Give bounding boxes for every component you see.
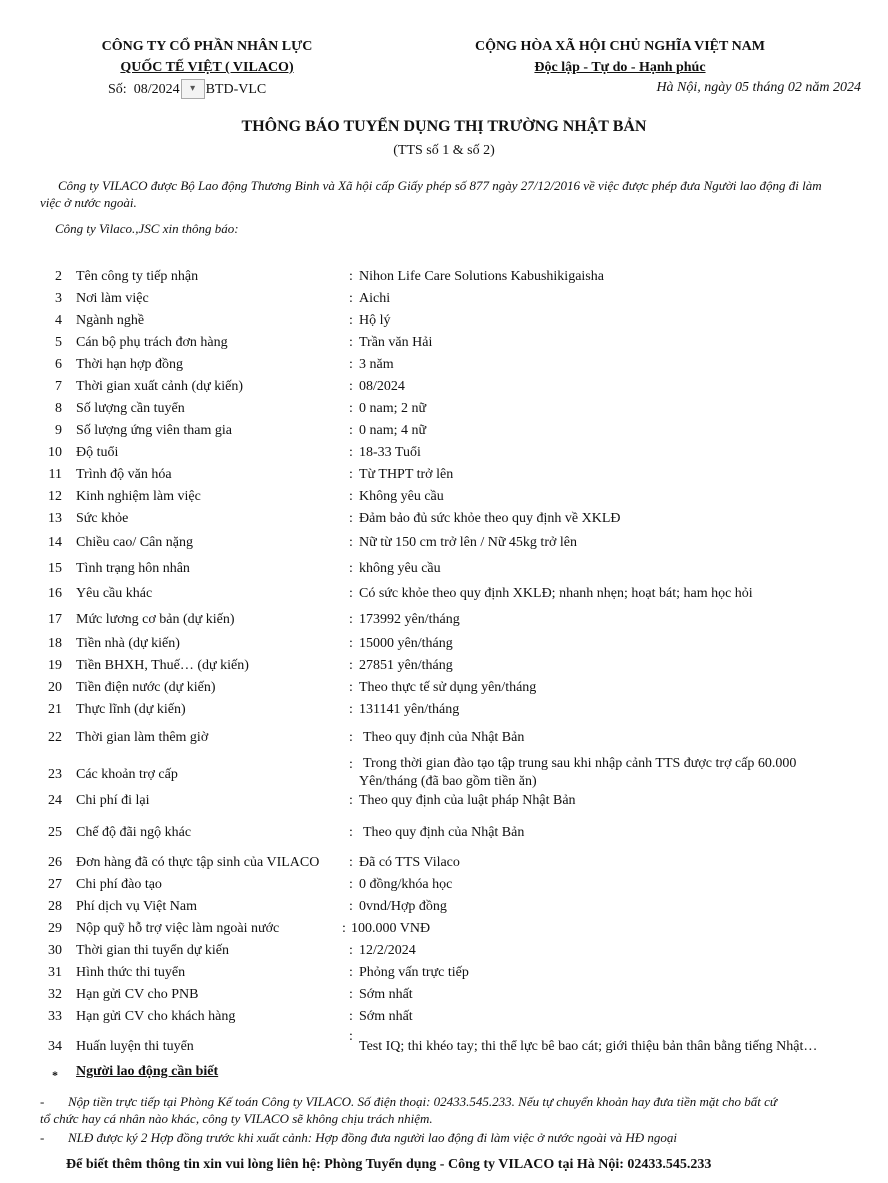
row-colon: : bbox=[349, 489, 353, 504]
row-number: 8 bbox=[55, 401, 62, 416]
table-row bbox=[0, 289, 888, 309]
intro-announce: Công ty Vilaco.,JSC xin thông báo: bbox=[55, 221, 239, 236]
table-row bbox=[0, 853, 888, 873]
row-number: 32 bbox=[48, 987, 62, 1002]
row-label: Chế độ đãi ngộ khác bbox=[76, 825, 192, 840]
note1-line1: Nộp tiền trực tiếp tại Phòng Kế toán Công ty VILACO. Số điện thoại: 02433.545.233. Nếu tự chuyển khoản hay đưa tiền mặt cho bất cứ bbox=[68, 1094, 777, 1109]
table-row bbox=[0, 487, 888, 507]
row-number: 17 bbox=[48, 612, 62, 627]
row-colon: : bbox=[349, 757, 353, 772]
note2-dash: - bbox=[40, 1130, 45, 1145]
row-number: 9 bbox=[55, 423, 62, 438]
table-row bbox=[0, 756, 888, 789]
row-value: 3 năm bbox=[359, 357, 394, 372]
row-colon: : bbox=[342, 921, 346, 936]
table-row bbox=[0, 311, 888, 331]
row-value: 100.000 VNĐ bbox=[351, 921, 431, 936]
row-value: Theo quy định của Nhật Bản bbox=[363, 825, 525, 840]
table-row bbox=[0, 533, 888, 553]
row-colon: : bbox=[349, 987, 353, 1002]
row-value: Theo quy định của luật pháp Nhật Bản bbox=[359, 793, 576, 808]
row-value: Phỏng vấn trực tiếp bbox=[359, 965, 469, 980]
row-number: 18 bbox=[48, 636, 62, 651]
row-label: Phí dịch vụ Việt Nam bbox=[76, 899, 198, 914]
row-label: Đơn hàng đã có thực tập sinh của VILACO bbox=[76, 855, 320, 870]
row-colon: : bbox=[349, 612, 353, 627]
row-value: Đảm bảo đủ sức khỏe theo quy định về XKLĐ bbox=[359, 511, 621, 526]
row-value: 0 nam; 2 nữ bbox=[359, 401, 427, 416]
row-colon: : bbox=[349, 269, 353, 284]
row-value: Theo quy định của Nhật Bản bbox=[363, 730, 525, 745]
row-value: 173992 yên/tháng bbox=[359, 612, 460, 627]
row-number: 27 bbox=[48, 877, 62, 892]
row-value: Trong thời gian đào tạo tập trung sau khi nhập cảnh TTS được trợ cấp 60.000 bbox=[363, 756, 797, 771]
row-label: Thực lĩnh (dự kiến) bbox=[76, 702, 186, 717]
row-label: Tiền điện nước (dự kiến) bbox=[76, 680, 216, 695]
table-row bbox=[0, 634, 888, 654]
row-value: Theo thực tế sử dụng yên/tháng bbox=[359, 680, 537, 695]
row-number: 15 bbox=[48, 561, 62, 576]
table-row bbox=[0, 875, 888, 895]
table-row bbox=[0, 1029, 888, 1055]
row-number: 5 bbox=[55, 335, 62, 350]
document-number-value: 08/2024 bbox=[133, 82, 180, 98]
note1-dash: - bbox=[40, 1094, 45, 1109]
row-label: Các khoản trợ cấp bbox=[76, 767, 178, 782]
row-number: 11 bbox=[48, 467, 62, 482]
row-value: Không yêu cầu bbox=[359, 489, 444, 504]
row-colon: : bbox=[349, 535, 353, 550]
row-value: Sớm nhất bbox=[359, 987, 413, 1002]
footer-contact: Để biết thêm thông tin xin vui lòng liên hệ: Phòng Tuyển dụng - Công ty VILACO tại Hà Nội: 02433.545.233 bbox=[66, 1157, 712, 1172]
row-colon: : bbox=[349, 702, 353, 717]
note1-line2: tổ chức hay cá nhân nào khác, công ty VILACO sẽ không chịu trách nhiệm. bbox=[40, 1111, 433, 1126]
row-colon: : bbox=[349, 855, 353, 870]
row-label: Số lượng cần tuyển bbox=[76, 401, 185, 416]
row-label: Thời hạn hợp đồng bbox=[76, 357, 183, 372]
table-row bbox=[0, 443, 888, 463]
row-number: 12 bbox=[48, 489, 62, 504]
row-number: 13 bbox=[48, 511, 62, 526]
row-value: 15000 yên/tháng bbox=[359, 636, 453, 651]
row-label: Nơi làm việc bbox=[76, 291, 149, 306]
row-number: 14 bbox=[48, 535, 62, 550]
table-row bbox=[0, 267, 888, 287]
page-title: THÔNG BÁO TUYỂN DỤNG THỊ TRƯỜNG NHẬT BẢN bbox=[241, 118, 647, 135]
row-number: 19 bbox=[48, 658, 62, 673]
row-colon: : bbox=[349, 730, 353, 745]
table-row bbox=[0, 421, 888, 441]
row-value-line2: Yên/tháng (đã bao gồm tiền ăn) bbox=[359, 774, 537, 789]
bullet-icon: * bbox=[52, 1068, 58, 1082]
row-colon: : bbox=[349, 877, 353, 892]
row-colon: : bbox=[349, 423, 353, 438]
row-value: Từ THPT trở lên bbox=[359, 467, 454, 482]
row-colon: : bbox=[349, 561, 353, 576]
table-row bbox=[0, 509, 888, 529]
row-colon: : bbox=[349, 357, 353, 372]
row-value: Aichi bbox=[359, 291, 391, 306]
row-label: Chi phí đi lại bbox=[76, 793, 150, 808]
row-colon: : bbox=[349, 313, 353, 328]
row-number: 16 bbox=[48, 586, 62, 601]
row-colon: : bbox=[349, 1029, 353, 1044]
page-subtitle: (TTS số 1 & số 2) bbox=[393, 143, 495, 158]
row-colon: : bbox=[349, 965, 353, 980]
row-label: Tiền nhà (dự kiến) bbox=[76, 636, 180, 651]
row-number: 25 bbox=[48, 825, 62, 840]
row-colon: : bbox=[349, 335, 353, 350]
document-number-label: Số: bbox=[108, 82, 127, 98]
row-value: 0vnd/Hợp đồng bbox=[359, 899, 447, 914]
row-colon: : bbox=[349, 379, 353, 394]
row-value: Hộ lý bbox=[359, 313, 391, 328]
row-number: 34 bbox=[48, 1039, 62, 1054]
row-value: Nihon Life Care Solutions Kabushikigaisha bbox=[359, 269, 604, 284]
table-row bbox=[0, 791, 888, 811]
row-colon: : bbox=[349, 291, 353, 306]
motto: Độc lập - Tự do - Hạnh phúc bbox=[534, 60, 706, 75]
row-value: Test IQ; thi khéo tay; thi thể lực bê bao cát; giới thiệu bản thân bằng tiếng Nhật… bbox=[359, 1039, 818, 1054]
row-colon: : bbox=[349, 899, 353, 914]
row-label: Chi phí đào tạo bbox=[76, 877, 162, 892]
row-label: Tiền BHXH, Thuế… (dự kiến) bbox=[76, 658, 249, 673]
row-label: Sức khỏe bbox=[76, 511, 129, 526]
row-number: 20 bbox=[48, 680, 62, 695]
row-number: 29 bbox=[48, 921, 62, 936]
row-number: 2 bbox=[55, 269, 62, 284]
table-row bbox=[0, 333, 888, 353]
row-number: 10 bbox=[48, 445, 62, 460]
intro-line-1: Công ty VILACO được Bộ Lao động Thương Binh và Xã hội cấp Giấy phép số 877 ngày 27/12/2016 về việc được phép đưa Người lao động đi làm bbox=[58, 178, 822, 193]
row-label: Chiều cao/ Cân nặng bbox=[76, 535, 194, 550]
table-row bbox=[0, 823, 888, 843]
row-colon: : bbox=[349, 445, 353, 460]
row-label: Nộp quỹ hỗ trợ việc làm ngoài nước bbox=[76, 921, 280, 936]
row-colon: : bbox=[349, 467, 353, 482]
row-colon: : bbox=[349, 511, 353, 526]
row-label: Cán bộ phụ trách đơn hàng bbox=[76, 335, 228, 350]
row-label: Huấn luyện thi tuyển bbox=[76, 1039, 194, 1054]
row-number: 28 bbox=[48, 899, 62, 914]
row-value: 18-33 Tuổi bbox=[359, 445, 421, 460]
row-colon: : bbox=[349, 658, 353, 673]
table-row bbox=[0, 465, 888, 485]
table-row bbox=[0, 728, 888, 748]
row-number: 22 bbox=[48, 730, 62, 745]
row-label: Ngành nghề bbox=[76, 313, 145, 328]
document-number bbox=[108, 80, 266, 100]
table-row bbox=[0, 559, 888, 579]
row-number: 3 bbox=[55, 291, 62, 306]
row-colon: : bbox=[349, 636, 353, 651]
row-value: 27851 yên/tháng bbox=[359, 658, 453, 673]
row-value: không yêu cầu bbox=[359, 561, 441, 576]
row-label: Yêu cầu khác bbox=[76, 586, 153, 601]
row-label: Hạn gửi CV cho PNB bbox=[76, 987, 199, 1002]
row-colon: : bbox=[349, 401, 353, 416]
row-number: 31 bbox=[48, 965, 62, 980]
row-label: Hình thức thi tuyển bbox=[76, 965, 186, 980]
table-row bbox=[0, 1007, 888, 1027]
row-colon: : bbox=[349, 680, 353, 695]
row-value: Nữ từ 150 cm trở lên / Nữ 45kg trở lên bbox=[359, 535, 577, 550]
row-value: Đã có TTS Vilaco bbox=[359, 855, 460, 870]
table-row bbox=[0, 656, 888, 676]
row-label: Kinh nghiệm làm việc bbox=[76, 489, 201, 504]
row-label: Tên công ty tiếp nhận bbox=[76, 269, 199, 284]
row-label: Thời gian làm thêm giờ bbox=[76, 730, 209, 745]
row-value: Có sức khỏe theo quy định XKLĐ; nhanh nhẹn; hoạt bát; ham học hỏi bbox=[359, 586, 753, 601]
table-row bbox=[0, 985, 888, 1005]
table-row bbox=[0, 377, 888, 397]
row-label: Số lượng ứng viên tham gia bbox=[76, 423, 232, 438]
row-label: Độ tuổi bbox=[76, 445, 119, 460]
table-row bbox=[0, 355, 888, 375]
row-label: Thời gian xuất cảnh (dự kiến) bbox=[76, 379, 243, 394]
row-value: Trần văn Hải bbox=[359, 335, 433, 350]
row-label: Hạn gửi CV cho khách hàng bbox=[76, 1009, 236, 1024]
table-row bbox=[0, 610, 888, 630]
row-number: 4 bbox=[55, 313, 62, 328]
row-value: Sớm nhất bbox=[359, 1009, 413, 1024]
row-value: 12/2/2024 bbox=[359, 943, 416, 958]
row-number: 23 bbox=[48, 767, 62, 782]
row-label: Mức lương cơ bản (dự kiến) bbox=[76, 612, 235, 627]
row-number: 6 bbox=[55, 357, 62, 372]
row-colon: : bbox=[349, 825, 353, 840]
row-colon: : bbox=[349, 586, 353, 601]
company-name-line1: CÔNG TY CỔ PHẦN NHÂN LỰC bbox=[101, 39, 313, 54]
document-number-suffix: BTD-VLC bbox=[205, 82, 267, 98]
chevron-down-icon[interactable]: ▾ bbox=[181, 79, 205, 99]
row-value: 0 nam; 4 nữ bbox=[359, 423, 427, 438]
row-label: Thời gian thi tuyển dự kiến bbox=[76, 943, 230, 958]
table-row bbox=[0, 700, 888, 720]
row-number: 7 bbox=[55, 379, 62, 394]
table-row bbox=[0, 919, 888, 939]
row-colon: : bbox=[349, 943, 353, 958]
row-value: 0 đồng/khóa học bbox=[359, 877, 453, 892]
table-row bbox=[0, 897, 888, 917]
table-row bbox=[0, 963, 888, 983]
row-number: 30 bbox=[48, 943, 62, 958]
row-value: 08/2024 bbox=[359, 379, 405, 394]
row-value: 131141 yên/tháng bbox=[359, 702, 460, 717]
row-label: Trình độ văn hóa bbox=[76, 467, 172, 482]
table-row bbox=[0, 584, 888, 604]
table-row bbox=[0, 941, 888, 961]
section-title: Người lao động cần biết bbox=[76, 1064, 219, 1079]
row-label: Tình trạng hôn nhân bbox=[76, 561, 190, 576]
row-colon: : bbox=[349, 793, 353, 808]
table-row bbox=[0, 678, 888, 698]
document-date: Hà Nội, ngày 05 tháng 02 năm 2024 bbox=[656, 80, 861, 95]
row-colon: : bbox=[349, 1009, 353, 1024]
republic-title: CỘNG HÒA XÃ HỘI CHỦ NGHĨA VIỆT NAM bbox=[474, 39, 765, 54]
intro-line-2: việc ở nước ngoài. bbox=[40, 195, 137, 210]
table-row bbox=[0, 399, 888, 419]
row-number: 21 bbox=[48, 702, 62, 717]
note2: NLĐ được ký 2 Hợp đồng trước khi xuất cảnh: Hợp đồng đưa người lao động đi làm việc ở nước ngoài và HĐ ngoại bbox=[68, 1130, 677, 1145]
row-number: 26 bbox=[48, 855, 62, 870]
company-name-line2: QUỐC TẾ VIỆT ( VILACO) bbox=[120, 60, 294, 75]
row-number: 24 bbox=[48, 793, 62, 808]
row-number: 33 bbox=[48, 1009, 62, 1024]
